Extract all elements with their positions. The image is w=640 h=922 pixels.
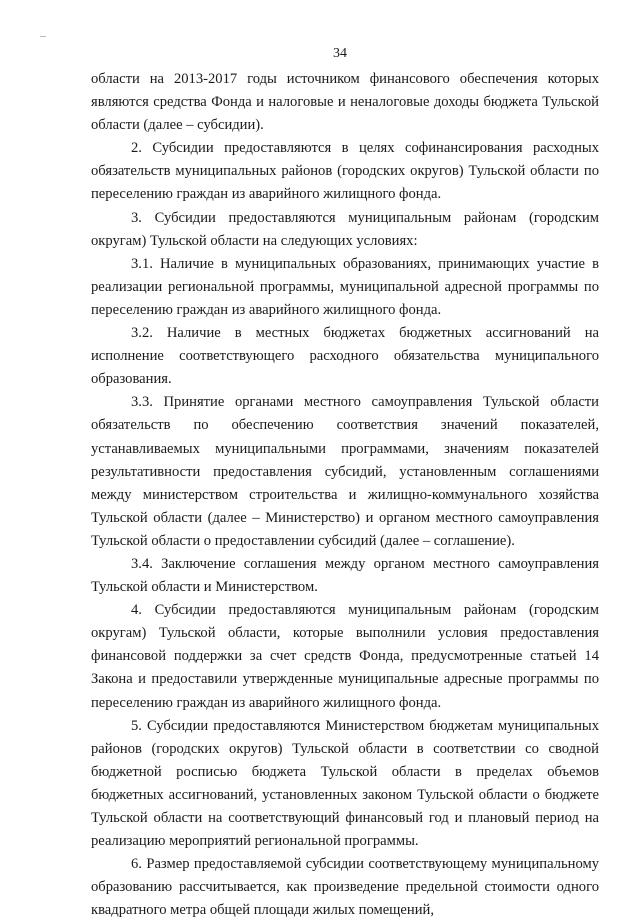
paragraph-3-2: 3.2. Наличие в местных бюджетах бюджетных ассигнований на исполнение соответствующего расходного обязательства муниципального образования. [91, 325, 599, 388]
paragraph-5: 5. Субсидии предоставляются Министерством бюджетам муниципальных районов (городских округов) Тульской области в соответствии со сводной бюджетной росписью бюджета Тульской области в пределах объемов бюджетных ассигнований, установленных законом Тульской области о бюджете Тульской области на соответствующий финансовый год и плановый период на реализацию мероприятий региональной программы. [91, 717, 599, 850]
paragraph-4: 4. Субсидии предоставляются муниципальным районам (городским округам) Тульской области, которые выполнили условия предоставления финансовой поддержки за счет средств Фонда, предусмотренные статьей 14 Закона и предоставили утвержденные муниципальные адресные программы по переселению граждан из аварийного жилищного фонда. [91, 602, 599, 711]
paragraph-3: 3. Субсидии предоставляются муниципальным районам (городским округам) Тульской области на следующих условиях: [91, 209, 599, 249]
paragraph-3-1: 3.1. Наличие в муниципальных образованиях, принимающих участие в реализации региональной программы, муниципальной адресной программы по переселению граждан из аварийного жилищного фонда. [91, 255, 599, 318]
paragraph-3-4: 3.4. Заключение соглашения между органом местного самоуправления Тульской области и Министерством. [91, 555, 599, 596]
paragraph-2: 2. Субсидии предоставляются в целях софинансирования расходных обязательств муниципальных районов (городских округов) Тульской области по переселению граждан из аварийного жилищного фонда. [91, 140, 599, 203]
page-number: 34 [333, 46, 347, 61]
paragraph-3-3: 3.3. Принятие органами местного самоуправления Тульской области обязательств по обеспечению соответствия значений показателей, устанавливаемых муниципальными программами, значениям показателей результативности предоставления субсидий, установленным соглашениями между министерством строительства и жилищно-коммунального хозяйства Тульской области (далее – Министерство) и органом местного самоуправления Тульской области о предоставлении субсидий (далее – соглашение). [91, 394, 599, 549]
paragraph-6: 6. Размер предоставляемой субсидии соответствующему муниципальному образованию рассчитывается, как произведение предельной стоимости одного квадратного метра общей площади жилых помещений, [91, 856, 599, 919]
document-body [91, 68, 599, 922]
paragraph-continuation: области на 2013-2017 годы источником финансового обеспечения которых являются средства Фонда и налоговые и неналоговые доходы бюджета Тульской области (далее – субсидии). [91, 71, 599, 134]
scan-artifact-mark [40, 36, 46, 37]
